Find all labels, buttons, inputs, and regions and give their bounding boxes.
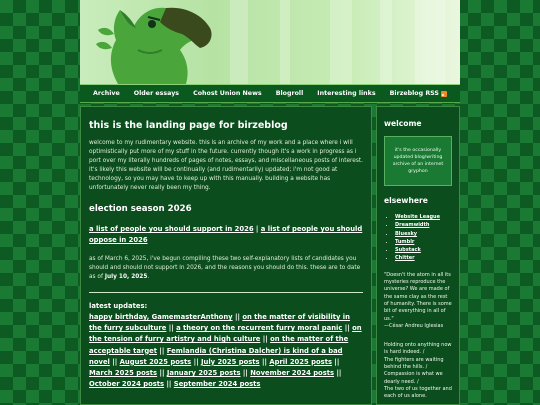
link-dreamwidth[interactable]: Dreamwidth	[395, 222, 430, 229]
page	[80, 0, 460, 405]
link-substack[interactable]: Substack	[395, 247, 421, 254]
update-separator: ||	[168, 324, 174, 333]
nav-bar	[80, 84, 460, 103]
update-separator: ||	[262, 335, 268, 344]
divider	[89, 292, 363, 293]
elsewhere-list	[395, 213, 455, 263]
update-separator: ||	[159, 346, 165, 355]
poem-line: The two of us together and each of us alone.	[384, 385, 452, 400]
election-heading: election season 2026	[89, 204, 192, 214]
list-item	[395, 221, 455, 229]
update-link[interactable]: Femlandia (Christina Dalcher) is kind of a bad novel	[89, 346, 343, 366]
link-separator: |	[255, 225, 259, 233]
nav-rss-label: Birzeblog RSS	[389, 90, 439, 97]
poem-line: The fighters are waiting behind the hills. /	[384, 356, 444, 371]
nav-interesting-links[interactable]: Interesting links	[317, 90, 376, 97]
link-support-2026[interactable]: a list of people you should support in 2026	[89, 225, 254, 233]
quote-author: —César Andreu Iglesias	[384, 322, 444, 329]
updates-heading: latest updates:	[89, 302, 148, 310]
list-item	[395, 238, 455, 246]
update-link[interactable]: August 2025 posts	[119, 357, 192, 366]
update-link[interactable]: a theory on the recurrent furry moral panic	[176, 324, 343, 333]
rss-icon	[441, 91, 447, 97]
site-banner[interactable]	[80, 0, 460, 84]
link-website-league[interactable]: Website League	[395, 214, 440, 220]
election-paragraph-text: as of March 6, 2025, i've begun compiling these two self-explanatory lists of candidates you should and should not support in 2026, and the reasons you should do this. these are to date as of	[89, 256, 361, 280]
link-chitter[interactable]: Chitter	[395, 255, 415, 262]
nav-older-essays[interactable]: Older essays	[133, 90, 180, 97]
banner-stripe	[280, 0, 290, 84]
main-content	[80, 106, 372, 405]
welcome-heading: welcome	[384, 119, 422, 128]
update-link[interactable]: on the matter of visibility in the furry subculture	[89, 313, 350, 333]
update-separator: ||	[193, 357, 199, 366]
list-item	[395, 254, 455, 262]
update-link[interactable]: September 2024 posts	[173, 380, 261, 389]
update-separator: ||	[234, 313, 240, 321]
elsewhere-heading: elsewhere	[384, 196, 428, 205]
election-links	[89, 224, 363, 246]
poem-line: Compassion is what we dearly need. /	[384, 371, 443, 385]
page-title: this is the landing page for birzeblog	[89, 120, 288, 131]
election-paragraph	[89, 255, 363, 282]
nav-archive[interactable]: Archive	[93, 90, 120, 97]
quote-text: "Doesn't the atom in all its mysteries reproduce the universe? We are made of the same clay as the rest of humanity. There is some bit of everything in all of us."	[384, 271, 452, 322]
update-separator: ||	[159, 369, 165, 378]
update-separator: ||	[166, 380, 172, 389]
link-bluesky[interactable]: Bluesky	[395, 230, 418, 237]
update-link[interactable]: July 2025 posts	[200, 357, 260, 366]
nav-cohost-union-news[interactable]: Cohost Union News	[193, 90, 262, 97]
link-oppose-2026[interactable]: a list of people you should oppose in 2026	[89, 225, 363, 244]
update-link[interactable]: October 2024 posts	[89, 380, 165, 389]
nav-birzeblog-rss[interactable]	[390, 90, 447, 97]
election-date: July 10, 2025	[104, 274, 148, 280]
sidebar-quote	[384, 272, 452, 330]
banner-stripe	[380, 0, 392, 84]
update-separator: ||	[334, 357, 340, 366]
updates-list	[89, 312, 363, 390]
intro-paragraph: welcome to my rudimentary website. this is an archive of my work and a place where i will optimistically put more of my stuff in the future. currently though it's a work in progress as i port over my literally hundreds of pages of notes, essays, and miscellaneous posts of interest. it's likely this website will be continually (and rudimentarily) updated; i'm not good at technology, so you may have to keep up with this manually. building a website has unfortunately never really been my thing.	[89, 140, 364, 191]
update-link[interactable]: April 2025 posts	[269, 357, 332, 366]
update-separator: ||	[336, 369, 342, 378]
poem-line: Holding onto anything now is hard indeed. /	[384, 342, 452, 356]
update-separator: ||	[112, 357, 118, 366]
update-link[interactable]: November 2024 posts	[250, 369, 335, 378]
banner-stripe	[330, 0, 352, 84]
list-item	[395, 246, 455, 254]
banner-stripe	[415, 0, 445, 84]
update-separator: ||	[242, 369, 248, 378]
welcome-box: it's the occasionally updated blog/writing archive of an internet gryphon	[384, 136, 452, 186]
link-tumblr[interactable]: Tumblr	[395, 238, 415, 245]
list-item	[395, 213, 455, 221]
update-link[interactable]: on the matter of the acceptable target	[89, 335, 349, 355]
election-paragraph-end: .	[147, 274, 150, 280]
list-item	[395, 230, 455, 238]
sidebar-poem	[384, 342, 452, 400]
update-separator: ||	[261, 357, 267, 366]
sidebar	[376, 106, 460, 405]
update-link[interactable]: January 2025 posts	[166, 369, 241, 378]
update-link[interactable]: March 2025 posts	[89, 369, 158, 378]
update-separator: ||	[344, 324, 350, 333]
gryphon-mascot-icon	[90, 0, 220, 84]
banner-stripe	[230, 0, 248, 84]
nav-blogroll[interactable]: Blogroll	[275, 90, 304, 97]
update-link[interactable]: on the tension of furry artistry and high culture	[89, 324, 362, 344]
update-link[interactable]: happy birthday, GamemasterAnthony	[89, 313, 233, 321]
